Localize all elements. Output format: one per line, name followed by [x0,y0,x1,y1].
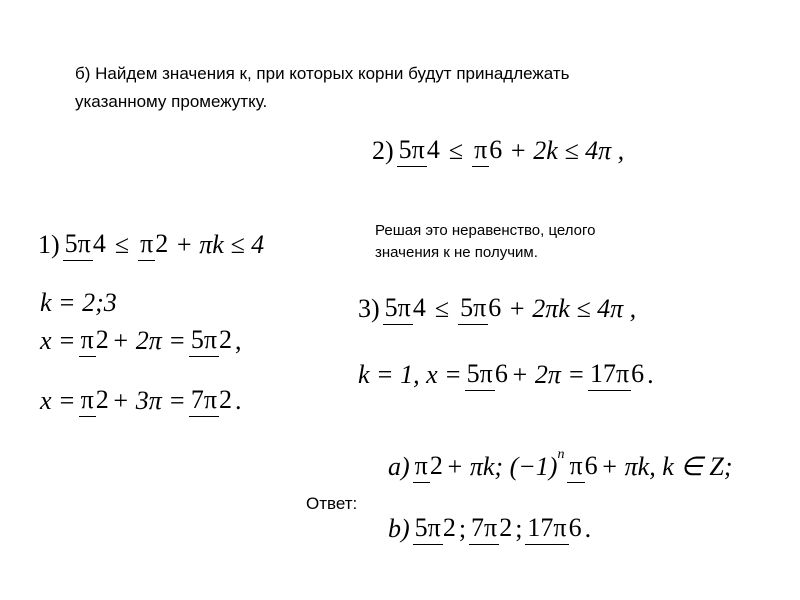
case-1-fraction-2: π2 [138,228,168,261]
case-1-rest: + πk ≤ 4 [175,229,265,259]
answer-a-line: a) π2 + πk; (−1) n π6 + πk, k ∈ Z; [388,450,733,483]
case-1-k-line: k = 2;3 [40,288,117,317]
answer-label: Ответ: [306,494,358,513]
case-2-inequality [372,134,624,167]
heading-line-2: указанному промежутку. [75,92,268,111]
case-1-le: ≤ [114,229,130,259]
heading-line-1: б) Найдем значения к, при которых корни будут принадлежать [75,64,570,83]
case-3-le: ≤ [434,293,450,323]
case-3-fraction-1: 5π4 [383,292,426,325]
case-2-label: 2) [372,135,394,165]
case-1-label: 1) [38,229,60,259]
case-2-fraction-1: 5π4 [397,134,440,167]
case-3-fraction-2: 5π6 [458,292,501,325]
note-line-1: Решая это неравенство, целого [375,222,596,239]
case-1-x-line-1: x = π2 + 2π = 5π2 , [40,324,242,357]
case-3-k-line: k = 1, x = 5π6 + 2π = 17π6 . [358,358,654,391]
case-1-x-line-2: x = π2 + 3π = 7π2 . [40,384,242,417]
case-1-fraction-1: 5π4 [63,228,106,261]
case-3-inequality [358,292,636,325]
case-2-rest: + 2k ≤ 4π , [509,135,625,165]
answer-b-line: b) 5π2 ; 7π2 ; 17π6 . [388,512,591,545]
case-3-label: 3) [358,293,380,323]
note-line-2: значения к не получим. [375,244,538,261]
case-1-inequality [38,228,264,261]
case-3-rest: + 2πk ≤ 4π , [508,293,637,323]
case-2-le: ≤ [448,135,464,165]
case-2-fraction-2: π6 [472,134,502,167]
